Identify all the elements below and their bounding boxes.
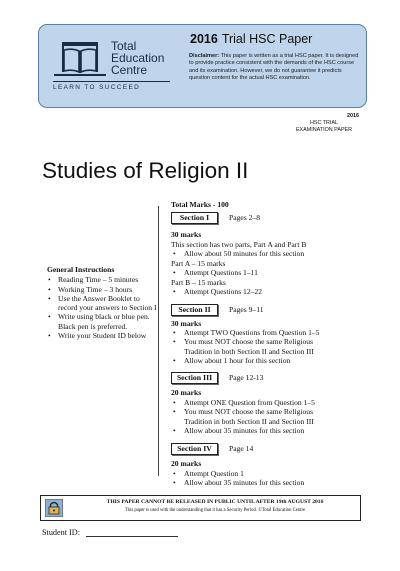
section-line: • You must NOT choose the same Religious: [171, 407, 366, 416]
total-marks: Total Marks - 100: [171, 200, 229, 209]
section-line: • Attempt ONE Question from Question 1–5: [171, 398, 366, 407]
document-title: Studies of Religion II: [42, 158, 249, 183]
section-iv-label: Section IV: [171, 443, 218, 455]
disclaimer-text: This paper is written as a trial HSC paper. It is designed to provide practice consistent with the demands of the HSC course and its examination. However, we do not guarantee it predicts question content for the actual HSC examination.: [189, 53, 359, 81]
exam-tag-line: EXAMINATION PAPER: [295, 127, 353, 133]
exam-tag: [289, 113, 359, 134]
instructions-list: [47, 275, 157, 340]
brand-line: Total: [111, 39, 137, 53]
general-instructions: [47, 265, 157, 340]
section-iii-details: [171, 398, 366, 436]
section-line: • Attempt Question 1: [171, 469, 366, 478]
section-i-pages: Pages 2–8: [229, 213, 261, 222]
security-notice: This paper is used with the understanding that it has a Security Period. ©Total Education Centre: [124, 508, 306, 513]
section-ii-label: Section II: [171, 304, 218, 316]
disclaimer-label: Disclaimer:: [189, 53, 220, 59]
list-item: • Write your Student ID below: [47, 331, 157, 340]
section-line: • Attempt Questions 12–22: [171, 287, 366, 296]
section-line: Part A – 15 marks: [171, 258, 226, 268]
section-ii-marks: 30 marks: [171, 319, 202, 328]
paper-title-text: Trial HSC Paper: [221, 32, 313, 46]
section-line: Tradition in both Section II and Section III: [184, 346, 314, 356]
exam-tag-year: 2016: [347, 113, 359, 119]
section-iv-marks: 20 marks: [171, 459, 202, 468]
paper-year: 2016: [190, 32, 218, 46]
list-item: • Write using black or blue pen. Black pen is preferred.: [47, 312, 157, 331]
section-line: • Attempt Questions 1–11: [171, 268, 366, 277]
book-logo-icon: [52, 40, 108, 80]
section-i-details: [171, 240, 366, 296]
section-line: • Attempt TWO Questions from Question 1–5: [171, 328, 366, 337]
padlock-icon: [45, 499, 63, 517]
brand-line: Centre: [111, 63, 148, 77]
section-line: • Allow about 1 hour for this section: [171, 356, 366, 365]
section-ii-pages: Pages 9–11: [229, 305, 264, 314]
section-line: • Allow about 50 minutes for this section: [171, 249, 366, 258]
section-iii-marks: 20 marks: [171, 388, 202, 397]
brand-tagline: LEARN TO SUCCEED: [53, 84, 141, 91]
general-instructions-heading: General Instructions: [47, 265, 115, 274]
section-line: This section has two parts, Part A and Part B: [171, 240, 307, 249]
brand-line: Education: [111, 51, 165, 65]
student-id-label: Student ID:: [42, 528, 80, 537]
section-line: Tradition in both Section II and Section III: [184, 416, 314, 426]
section-line: • Allow about 35 minutes for this section: [171, 478, 366, 487]
section-line: • You must NOT choose the same Religious: [171, 337, 366, 346]
list-item: • Working Time – 3 hours: [47, 285, 157, 294]
section-i-label: Section I: [171, 212, 218, 224]
security-footer: [40, 495, 361, 521]
paper-title: [190, 32, 312, 46]
section-iv-details: [171, 469, 366, 488]
section-line: • Allow about 35 minutes for this section: [171, 426, 366, 435]
exam-tag-line: HSC TRIAL: [309, 120, 339, 126]
section-line: Part B – 15 marks: [171, 277, 226, 287]
list-item: • Reading Time – 5 minutes: [47, 275, 157, 284]
student-id-field[interactable]: [86, 536, 178, 537]
tagline-divider: [53, 81, 170, 82]
section-iv-pages: Page 14: [229, 444, 254, 453]
list-item: • Use the Answer Booklet to record your answers to Section I: [47, 294, 157, 313]
column-divider: [158, 206, 159, 476]
section-iii-label: Section III: [171, 372, 218, 384]
disclaimer: [189, 53, 361, 82]
brand-name: [111, 40, 191, 76]
section-ii-details: [171, 328, 366, 366]
section-iii-pages: Page 12-13: [229, 373, 264, 382]
release-notice: THIS PAPER CANNOT BE RELEASED IN PUBLIC UNTIL AFTER 19th AUGUST 2016: [106, 499, 324, 505]
section-i-marks: 30 marks: [171, 230, 202, 239]
